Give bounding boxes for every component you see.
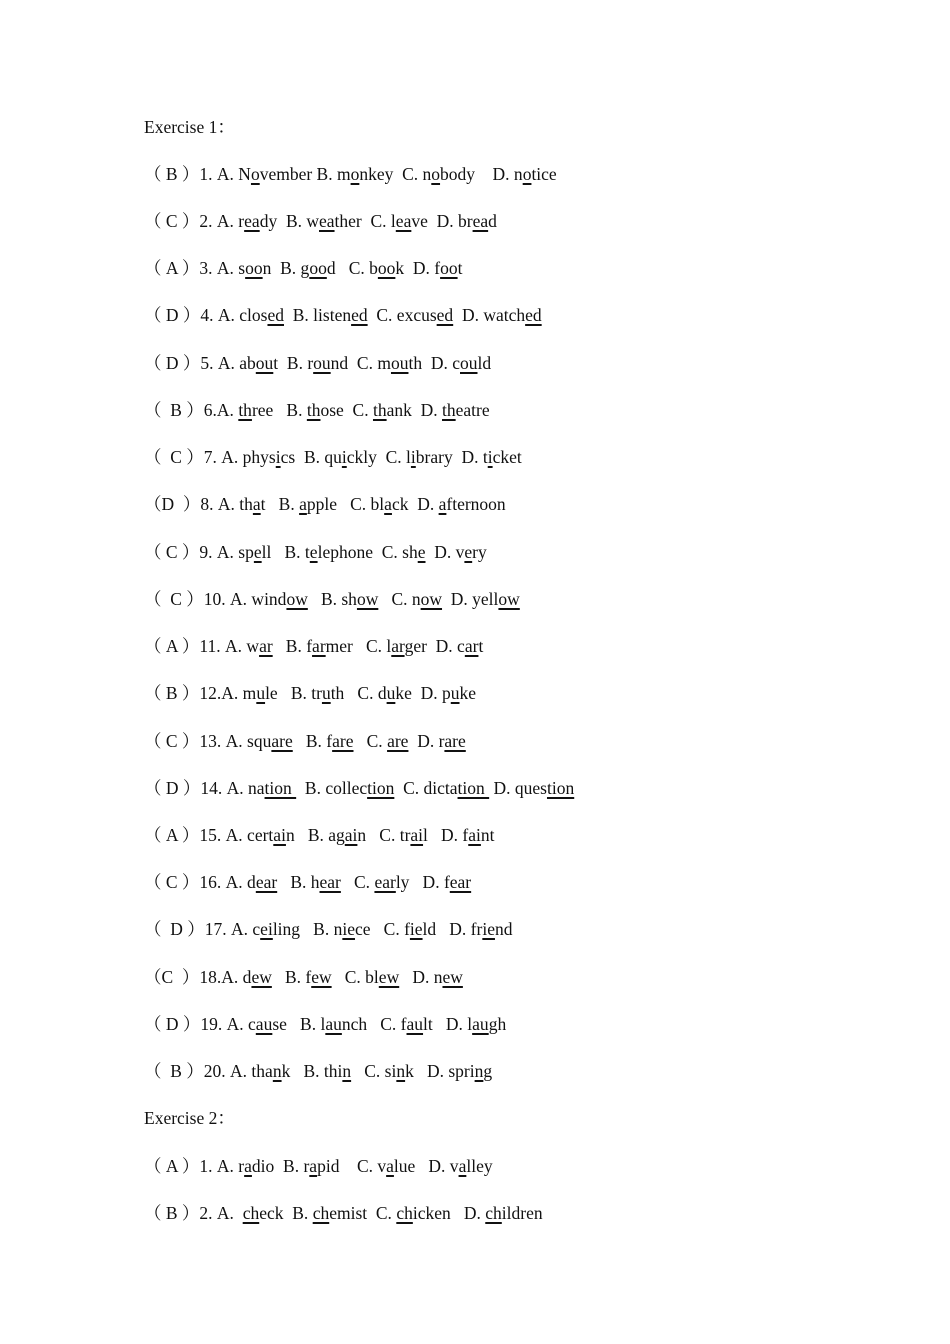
underlined-letters: are bbox=[444, 731, 466, 751]
underlined-letters: ed bbox=[267, 305, 284, 325]
text-segment: （ A ）3. A. s bbox=[144, 258, 246, 278]
text-segment: （ C ）7. A. phys bbox=[144, 447, 276, 467]
underlined-letters: ch bbox=[312, 1203, 330, 1223]
text-segment: B. h bbox=[277, 872, 320, 892]
text-segment: emist C. bbox=[329, 1203, 397, 1223]
underlined-letters: ew bbox=[378, 967, 400, 987]
question-line bbox=[144, 588, 520, 610]
underlined-letters: ou bbox=[255, 353, 274, 373]
underlined-letters: ai bbox=[410, 825, 424, 845]
text-segment: （ C ）9. A. sp bbox=[144, 542, 254, 562]
underlined-letters: e bbox=[253, 542, 262, 562]
underlined-letters: a bbox=[438, 494, 447, 514]
text-segment: D. r bbox=[408, 731, 445, 751]
text-segment: B. f bbox=[271, 967, 312, 987]
underlined-letters: ear bbox=[374, 872, 396, 892]
text-segment: C. n bbox=[378, 589, 421, 609]
text-segment: dy B. w bbox=[259, 211, 319, 231]
underlined-letters: au bbox=[255, 1014, 273, 1034]
underlined-letters: a bbox=[386, 1156, 394, 1176]
text-segment: nt bbox=[480, 825, 495, 845]
text-segment: B. collec bbox=[296, 778, 368, 798]
underlined-letters: o bbox=[431, 164, 441, 184]
underlined-letters: ea bbox=[319, 211, 335, 231]
underlined-letters: u bbox=[450, 683, 460, 703]
text-segment: ckly C. l bbox=[346, 447, 411, 467]
text-segment: （ B ）1. A. N bbox=[144, 164, 251, 184]
question-line bbox=[144, 1202, 543, 1224]
question-line bbox=[144, 824, 495, 846]
question-line bbox=[144, 257, 462, 279]
text-segment: t bbox=[478, 636, 484, 656]
underlined-letters: a bbox=[309, 1156, 318, 1176]
text-segment: ildren bbox=[501, 1203, 543, 1223]
underlined-letters: ie bbox=[482, 919, 495, 939]
underlined-letters: au bbox=[325, 1014, 342, 1034]
text-segment: lue D. v bbox=[393, 1156, 459, 1176]
text-segment: se B. l bbox=[272, 1014, 326, 1034]
text-segment: （ D ）19. A. c bbox=[144, 1014, 256, 1034]
text-segment: n B. ag bbox=[285, 825, 345, 845]
text-segment: ce C. f bbox=[354, 919, 410, 939]
underlined-letters: are bbox=[387, 731, 409, 751]
underlined-letters: i bbox=[410, 447, 416, 467]
question-line bbox=[144, 730, 466, 752]
underlined-letters: o bbox=[350, 164, 360, 184]
text-segment: （ D ）5. A. ab bbox=[144, 353, 256, 373]
underlined-letters: a bbox=[384, 494, 392, 514]
text-segment: ke bbox=[459, 683, 477, 703]
underlined-letters: i bbox=[341, 447, 347, 467]
text-segment: pple C. bl bbox=[306, 494, 385, 514]
underlined-letters: are bbox=[332, 731, 354, 751]
question-line bbox=[144, 399, 490, 421]
underlined-letters: a bbox=[252, 494, 261, 514]
underlined-letters: ear bbox=[449, 872, 472, 892]
underlined-letters: e bbox=[417, 542, 426, 562]
text-segment: C. bbox=[340, 872, 375, 892]
text-segment: dio B. r bbox=[251, 1156, 310, 1176]
text-segment: ld D. fr bbox=[422, 919, 483, 939]
underlined-letters: u bbox=[386, 683, 396, 703]
text-segment: mer C. l bbox=[325, 636, 392, 656]
text-segment: （ D ）14. A. na bbox=[144, 778, 265, 798]
text-segment: C. excus bbox=[367, 305, 437, 325]
underlined-letters: ch bbox=[242, 1203, 260, 1223]
text-segment: （ A ）15. A. cert bbox=[144, 825, 274, 845]
text-segment: C. bl bbox=[331, 967, 379, 987]
underlined-letters: oo bbox=[377, 258, 396, 278]
text-segment: th C. d bbox=[330, 683, 387, 703]
text-segment: tice bbox=[531, 164, 557, 184]
text-segment: （ C ）2. A. r bbox=[144, 211, 245, 231]
text-segment: D. ques bbox=[489, 778, 547, 798]
text-segment: g bbox=[483, 1061, 493, 1081]
underlined-letters: ear bbox=[255, 872, 278, 892]
underlined-letters: ed bbox=[351, 305, 368, 325]
text-segment: （ A ）1. A. r bbox=[144, 1156, 245, 1176]
text-segment: ger D. c bbox=[404, 636, 465, 656]
text-segment: k B. thi bbox=[281, 1061, 343, 1081]
underlined-letters: tion bbox=[457, 778, 490, 798]
underlined-letters: e bbox=[464, 542, 473, 562]
underlined-letters: ar bbox=[259, 636, 273, 656]
underlined-letters: i bbox=[487, 447, 493, 467]
underlined-letters: ai bbox=[273, 825, 286, 845]
underlined-letters: u bbox=[321, 683, 331, 703]
underlined-letters: a bbox=[299, 494, 307, 514]
text-segment: cs B. qu bbox=[280, 447, 342, 467]
exercise-1-heading: Exercise 1： bbox=[144, 117, 235, 137]
question-line bbox=[144, 493, 506, 515]
text-segment: t B. r bbox=[273, 353, 314, 373]
underlined-letters: o bbox=[522, 164, 532, 184]
text-segment: ose C. bbox=[320, 400, 373, 420]
text-segment: ll B. t bbox=[261, 542, 310, 562]
underlined-letters: ea bbox=[472, 211, 489, 231]
text-segment: n C. tr bbox=[357, 825, 411, 845]
text-segment: D. watch bbox=[453, 305, 526, 325]
text-segment: B. f bbox=[272, 636, 313, 656]
underlined-letters: ar bbox=[464, 636, 479, 656]
question-line bbox=[144, 304, 542, 326]
underlined-letters: th bbox=[372, 400, 387, 420]
text-segment: （ B ）2. A. bbox=[144, 1203, 243, 1223]
question-line bbox=[144, 966, 463, 988]
text-segment: nch C. f bbox=[341, 1014, 407, 1034]
underlined-letters: th bbox=[238, 400, 252, 420]
text-segment: （ B ）6.A. bbox=[144, 400, 239, 420]
text-segment: D. v bbox=[425, 542, 465, 562]
text-segment: ly D. f bbox=[395, 872, 450, 892]
text-segment: n B. g bbox=[262, 258, 310, 278]
underlined-letters: ew bbox=[251, 967, 272, 987]
underlined-letters: ed bbox=[525, 305, 542, 325]
text-segment: l D. f bbox=[423, 825, 469, 845]
underlined-letters: ie bbox=[342, 919, 355, 939]
text-segment: （C ）18.A. d bbox=[144, 967, 252, 987]
text-segment: nd bbox=[494, 919, 513, 939]
underlined-letters: n bbox=[342, 1061, 352, 1081]
underlined-letters: tion bbox=[546, 778, 575, 798]
text-segment: （ C ）16. A. d bbox=[144, 872, 256, 892]
question-line bbox=[144, 871, 471, 893]
text-segment: （ A ）11. A. w bbox=[144, 636, 260, 656]
text-segment: （ B ）20. A. tha bbox=[144, 1061, 273, 1081]
underlined-letters: oo bbox=[309, 258, 327, 278]
exercise-2-heading: Exercise 2： bbox=[144, 1108, 235, 1128]
underlined-letters: th bbox=[442, 400, 456, 420]
underlined-letters: n bbox=[272, 1061, 282, 1081]
text-segment: ke D. p bbox=[395, 683, 451, 703]
underlined-letters: ea bbox=[244, 211, 260, 231]
text-segment: （ C ）13. A. squ bbox=[144, 731, 272, 751]
text-segment: eatre bbox=[455, 400, 490, 420]
text-segment: ry bbox=[472, 542, 487, 562]
text-segment: ree B. bbox=[251, 400, 307, 420]
text-segment: B. sh bbox=[307, 589, 357, 609]
text-segment: C. si bbox=[351, 1061, 397, 1081]
text-segment: nkey C. n bbox=[359, 164, 432, 184]
text-segment: D. yell bbox=[442, 589, 499, 609]
underlined-letters: ou bbox=[390, 353, 409, 373]
underlined-letters: ie bbox=[409, 919, 423, 939]
text-segment: （D ）8. A. th bbox=[144, 494, 253, 514]
text-segment: lley bbox=[466, 1156, 493, 1176]
question-line bbox=[144, 918, 512, 940]
underlined-letters: i bbox=[275, 447, 281, 467]
question-line bbox=[144, 1155, 493, 1177]
underlined-letters: ea bbox=[395, 211, 412, 231]
underlined-letters: a bbox=[458, 1156, 467, 1176]
text-segment: th D. c bbox=[408, 353, 460, 373]
question-line bbox=[144, 352, 491, 374]
text-segment: icken D. bbox=[412, 1203, 486, 1223]
text-segment: body D. n bbox=[440, 164, 523, 184]
text-segment: d bbox=[488, 211, 497, 231]
underlined-letters: ow bbox=[356, 589, 379, 609]
underlined-letters: e bbox=[309, 542, 318, 562]
text-segment: fternoon bbox=[446, 494, 506, 514]
underlined-letters: ai bbox=[468, 825, 481, 845]
question-line bbox=[144, 446, 522, 468]
question-line bbox=[144, 777, 574, 799]
underlined-letters: ar bbox=[312, 636, 326, 656]
underlined-letters: ed bbox=[436, 305, 454, 325]
underlined-letters: au bbox=[406, 1014, 424, 1034]
text-segment: B. f bbox=[292, 731, 333, 751]
underlined-letters: o bbox=[250, 164, 260, 184]
underlined-letters: ear bbox=[319, 872, 341, 892]
underlined-letters: are bbox=[271, 731, 293, 751]
text-segment: ve D. br bbox=[411, 211, 473, 231]
text-segment: pid C. v bbox=[317, 1156, 387, 1176]
underlined-letters: ow bbox=[286, 589, 308, 609]
text-segment: nd C. m bbox=[330, 353, 391, 373]
underlined-letters: th bbox=[306, 400, 321, 420]
text-segment: gh bbox=[488, 1014, 507, 1034]
question-line bbox=[144, 682, 476, 704]
text-segment: （ D ）17. A. c bbox=[144, 919, 261, 939]
text-segment: B. listen bbox=[284, 305, 352, 325]
question-line bbox=[144, 210, 497, 232]
text-segment: cket bbox=[492, 447, 522, 467]
text-segment: lt D. l bbox=[423, 1014, 473, 1034]
question-line bbox=[144, 1060, 492, 1082]
question-line bbox=[144, 1013, 506, 1035]
text-segment: ther C. l bbox=[334, 211, 396, 231]
text-segment: k D. f bbox=[395, 258, 441, 278]
underlined-letters: n bbox=[474, 1061, 484, 1081]
text-segment: （ C ）10. A. wind bbox=[144, 589, 287, 609]
text-segment: t bbox=[457, 258, 463, 278]
text-segment: vember B. m bbox=[259, 164, 351, 184]
underlined-letters: ew bbox=[442, 967, 463, 987]
underlined-letters: tion bbox=[264, 778, 297, 798]
underlined-letters: n bbox=[396, 1061, 406, 1081]
text-segment: C. bbox=[353, 731, 388, 751]
underlined-letters: ow bbox=[498, 589, 520, 609]
text-segment: lephone C. sh bbox=[317, 542, 418, 562]
underlined-letters: ew bbox=[311, 967, 332, 987]
text-segment: （ B ）12.A. m bbox=[144, 683, 257, 703]
text-segment: eck B. bbox=[259, 1203, 313, 1223]
text-segment: brary D. t bbox=[415, 447, 488, 467]
text-segment: D. n bbox=[399, 967, 443, 987]
underlined-letters: tion bbox=[367, 778, 395, 798]
text-segment: le B. tr bbox=[265, 683, 322, 703]
underlined-letters: ai bbox=[344, 825, 358, 845]
text-segment: C. dicta bbox=[394, 778, 458, 798]
question-line bbox=[144, 163, 557, 185]
question-line bbox=[144, 541, 487, 563]
underlined-letters: oo bbox=[245, 258, 263, 278]
text-segment: d C. b bbox=[326, 258, 378, 278]
question-line bbox=[144, 635, 483, 657]
underlined-letters: ch bbox=[485, 1203, 502, 1223]
underlined-letters: oo bbox=[440, 258, 458, 278]
text-segment: t B. bbox=[260, 494, 300, 514]
text-segment: k D. spri bbox=[405, 1061, 475, 1081]
underlined-letters: a bbox=[244, 1156, 252, 1176]
underlined-letters: ow bbox=[420, 589, 443, 609]
underlined-letters: au bbox=[472, 1014, 489, 1034]
text-segment: （ D ）4. A. clos bbox=[144, 305, 268, 325]
underlined-letters: u bbox=[256, 683, 266, 703]
underlined-letters: ou bbox=[460, 353, 478, 373]
text-segment: ld bbox=[477, 353, 492, 373]
underlined-letters: ei bbox=[260, 919, 273, 939]
text-segment: ck D. bbox=[391, 494, 439, 514]
underlined-letters: ou bbox=[313, 353, 331, 373]
underlined-letters: ar bbox=[391, 636, 405, 656]
underlined-letters: ch bbox=[396, 1203, 413, 1223]
text-segment: ank D. bbox=[386, 400, 443, 420]
text-segment: ling B. n bbox=[272, 919, 343, 939]
